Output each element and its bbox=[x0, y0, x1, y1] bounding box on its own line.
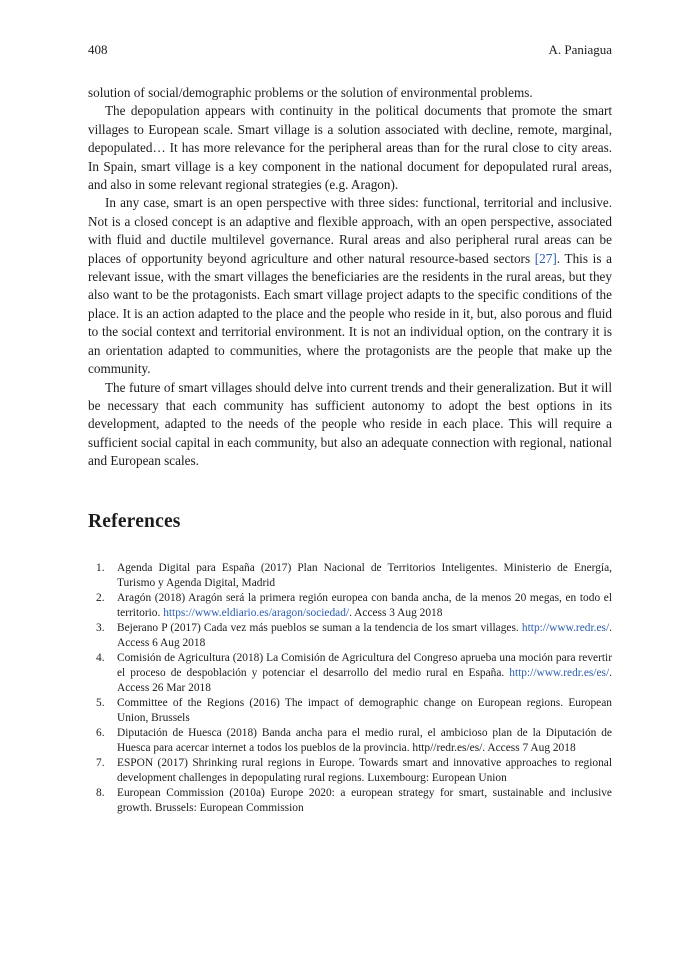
reference-item bbox=[96, 591, 612, 621]
reference-text bbox=[117, 651, 612, 696]
reference-text-segment: Committee of the Regions (2016) The impact of demographic change on European regions. European Union, Brussels bbox=[117, 696, 612, 724]
reference-text bbox=[117, 591, 612, 621]
paragraph bbox=[88, 194, 612, 378]
reference-text bbox=[117, 756, 612, 786]
paragraph-text: . This is a relevant issue, with the smart villages the beneficiaries are the residents in the rural areas, but they also want to be the protagonists. Each smart village project adapts to the specific conditions of the place. It is an action adapted to the place and the people who reside in it, but, also porous and fluid to the social context and territorial environment. It is not an individual option, on the contrary it is an orientation adapted to communities, where the protagonists are the people that make up the community. bbox=[88, 250, 612, 377]
page-header bbox=[88, 42, 612, 58]
reference-text bbox=[117, 621, 612, 651]
paragraph-text: The depopulation appears with continuity in the political documents that promote the smart villages to European scale. Smart village is a solution associated with decline, remote, marginal, depopulated… It has more relevance for the peripheral areas than for the rural close to city areas. In Spain, smart village is a key component in the national document for depopulated rural areas, and also in some relevant regional strategies (e.g. Aragon). bbox=[88, 103, 612, 193]
reference-item bbox=[96, 696, 612, 726]
reference-text bbox=[117, 696, 612, 726]
reference-text-segment: . Access 26 Mar 2018 bbox=[117, 666, 612, 694]
body-text bbox=[88, 84, 612, 471]
reference-link[interactable]: http://www.redr.es/ bbox=[521, 621, 610, 634]
reference-text-segment: ESPON (2017) Shrinking rural regions in Europe. Towards smart and innovative approaches to regional development challenges in depopulating rural regions. Luxembourg: European Union bbox=[117, 756, 612, 784]
paragraph-text: solution of social/demographic problems or the solution of environmental problems. bbox=[88, 85, 533, 100]
paragraph bbox=[88, 84, 612, 102]
paragraph bbox=[88, 379, 612, 471]
reference-item bbox=[96, 651, 612, 696]
reference-text-segment: Aragón (2018) Aragón será la primera región europea con banda ancha, de la menos 20 megas, en todo el territorio. bbox=[117, 591, 612, 619]
reference-link[interactable]: http://www.redr.es/es/ bbox=[509, 666, 610, 679]
reference-number: 8. bbox=[96, 786, 105, 799]
reference-link[interactable]: https://www.eldiario.es/aragon/sociedad/ bbox=[163, 606, 350, 619]
reference-text-segment: Comisión de Agricultura (2018) La Comisión de Agricultura del Congreso aprueba una moción para revertir el proceso de despoblación y potenciar el desarrollo del medio rural en España. bbox=[117, 651, 612, 679]
reference-number: 4. bbox=[96, 651, 105, 664]
reference-number: 3. bbox=[96, 621, 105, 634]
reference-number: 2. bbox=[96, 591, 105, 604]
reference-text bbox=[117, 726, 612, 756]
reference-text-segment: European Commission (2010a) Europe 2020: a european strategy for smart, sustainable and inclusive growth. Brussels: European Commission bbox=[117, 786, 612, 814]
paragraph-text: The future of smart villages should delve into current trends and their generalization. But it will be necessary that each community has sufficient autonomy to adopt the best options in its development, adapted to the needs of the people who reside in each place. This will require a sufficient social capital in each community, but also an adequate connection with regional, national and European scales. bbox=[88, 379, 612, 469]
reference-text-segment: . Access 3 Aug 2018 bbox=[349, 606, 443, 619]
references-heading: References bbox=[88, 510, 181, 532]
running-head-author: A. Paniagua bbox=[548, 42, 612, 57]
reference-text-segment: Agenda Digital para España (2017) Plan Nacional de Territorios Inteligentes. Ministerio de Energía, Turismo y Agenda Digital, Madrid bbox=[117, 561, 612, 589]
reference-text bbox=[117, 561, 612, 591]
reference-number: 1. bbox=[96, 561, 105, 574]
reference-item bbox=[96, 621, 612, 651]
reference-item bbox=[96, 756, 612, 786]
reference-text-segment: . Access 6 Aug 2018 bbox=[117, 621, 612, 649]
reference-number: 5. bbox=[96, 696, 105, 709]
reference-item bbox=[96, 726, 612, 756]
paragraph bbox=[88, 102, 612, 194]
reference-text-segment: Diputación de Huesca (2018) Banda ancha para el medio rural, el ambicioso plan de la Diputación de Huesca para acercar internet a todos los pueblos de la provincia. http//redr.es/es/. Access 7 Aug 2018 bbox=[117, 726, 612, 754]
reference-item bbox=[96, 561, 612, 591]
reference-text bbox=[117, 786, 612, 816]
reference-item bbox=[96, 786, 612, 816]
reference-number: 6. bbox=[96, 726, 105, 739]
paragraph-text: In any case, smart is an open perspective with three sides: functional, territorial and inclusive. Not is a closed concept is an adaptive and flexible approach, with an open perspective, associated with fluid and ductile multilevel governance. Rural areas and also peripheral rural areas can be places of opportunity beyond agriculture and other natural resource-based sectors bbox=[88, 195, 612, 266]
reference-text-segment: Bejerano P (2017) Cada vez más pueblos se suman a la tendencia de los smart villages. bbox=[117, 621, 522, 634]
page-number: 408 bbox=[88, 42, 108, 57]
reference-number: 7. bbox=[96, 756, 105, 769]
citation-link[interactable]: [27] bbox=[534, 250, 557, 266]
references-list bbox=[88, 561, 612, 816]
